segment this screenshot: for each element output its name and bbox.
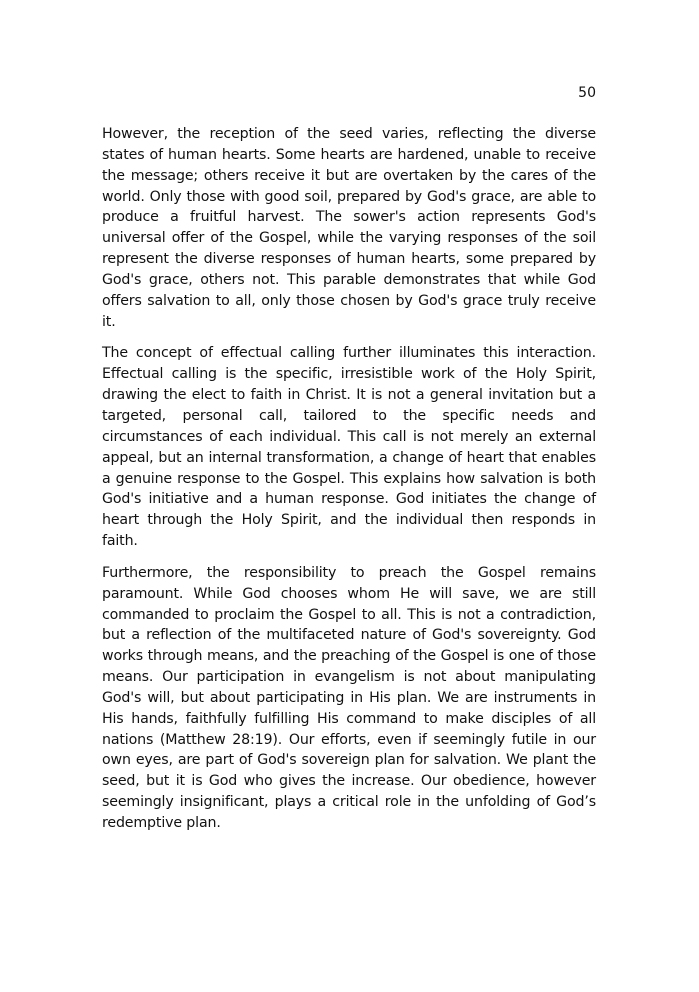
paragraph-preaching-responsibility: Furthermore, the responsibility to preach the Gospel remains paramount. While God chooses whom He will save, we are still commanded to proclaim the Gospel to all. This is not a contradiction, but a reflection of the multifaceted nature of God's sovereignty. God works through means, and the preaching of the Gospel is one of those means. Our participation in evangelism is not about manipulating God's will, but about participating in His plan. We are instruments in His hands, faithfully fulfilling His command to make disciples of all nations (Matthew 28:19). Our efforts, even if seemingly futile in our own eyes, are part of God's sovereign plan for salvation. We plant the seed, but it is God who gives the increase. Our obedience, however seemingly insignificant, plays a critical role in the unfolding of God’s redemptive plan.: [102, 564, 596, 831]
page-number: 50: [578, 85, 596, 101]
paragraph-effectual-calling: The concept of effectual calling further illuminates this interaction. Effectual calling is the specific, irresistible work of the Holy Spirit, drawing the elect to faith in Christ. It is not a general invitation but a targeted, personal call, tailored to the specific needs and circumstances of each individual. This call is not merely an external appeal, but an internal transformation, a change of heart that enables a genuine response to the Gospel. This explains how salvation is both God's initiative and a human response. God initiates the change of heart through the Holy Spirit, and the individual then responds in faith.: [102, 345, 596, 550]
paragraph-sower-parable: However, the reception of the seed varies, reflecting the diverse states of human hearts. Some hearts are hardened, unable to receive the message; others receive it but are overtaken by the cares of the world. Only those with good soil, prepared by God's grace, are able to produce a fruitful harvest. The sower's action represents God's universal offer of the Gospel, while the varying responses of the soil represent the diverse responses of human hearts, some prepared by God's grace, others not. This parable demonstrates that while God offers salvation to all, only those chosen by God's grace truly receive it.: [102, 126, 596, 330]
page-body: [102, 124, 596, 845]
